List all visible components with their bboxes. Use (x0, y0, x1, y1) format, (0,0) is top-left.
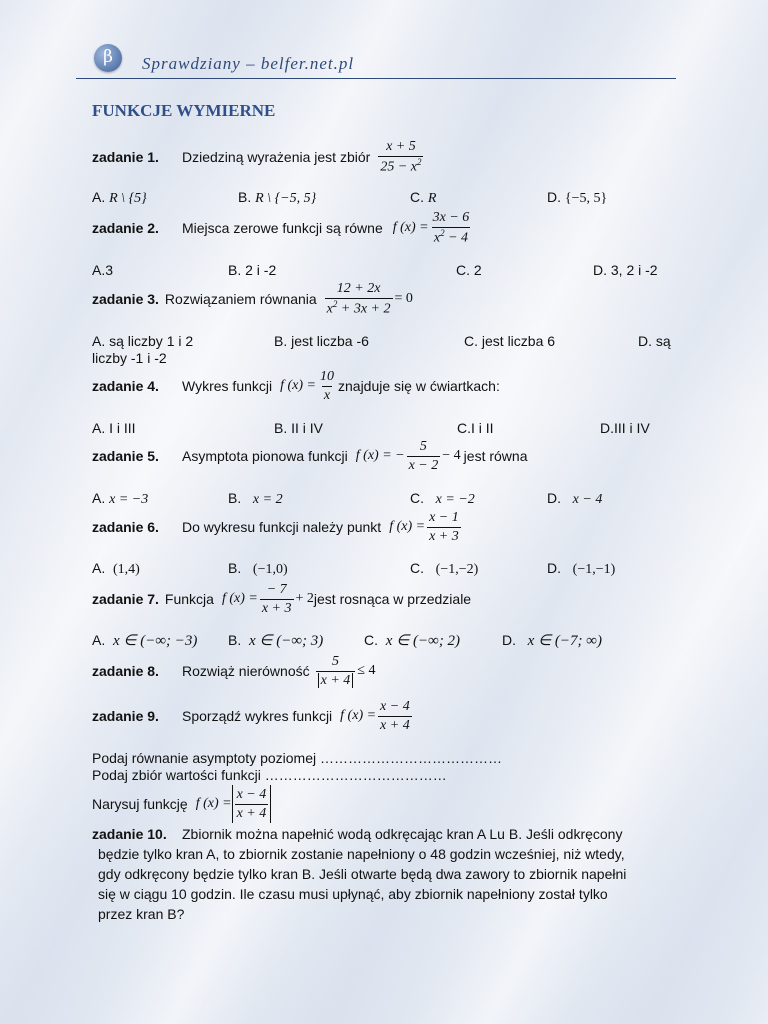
fraction-denominator: x + 3 (261, 600, 292, 616)
function-notation: f (x) = (340, 708, 377, 723)
fraction-denominator: x (323, 387, 331, 403)
task-10-line-4: się w ciągu 10 godzin. Ile czasu musi upłynąć, aby zbiornik napełniony został tylko (98, 886, 608, 902)
answer-a (92, 560, 140, 578)
task-7-fraction (260, 582, 294, 616)
function-notation: f (x) = (221, 591, 258, 606)
fraction-denominator: x − 2 (408, 457, 439, 473)
answer-c (410, 560, 478, 578)
answer-a-letter: A. (92, 189, 106, 205)
answer-d: D. są (638, 333, 671, 349)
task-2-fraction (431, 210, 472, 245)
answer-b: B. II i IV (274, 420, 324, 436)
fraction-denominator (325, 298, 393, 317)
function-notation: f (x) = (389, 519, 426, 534)
answer-c-value: R (427, 191, 437, 206)
answer-a: A.3 (92, 262, 114, 278)
task-4-label: zadanie 4. (92, 378, 159, 394)
site-title: Sprawdziany – belfer.net.pl (142, 54, 355, 73)
answer-b-value: (−1,0) (252, 562, 288, 577)
fraction-numerator: 3x − 6 (432, 210, 470, 226)
answer-a-value: (1,4) (113, 562, 140, 577)
task-8-text: Rozwiąż nierówność (182, 663, 310, 679)
answer-d: D. 3, 2 i -2 (593, 262, 658, 278)
fraction-denominator: x + 4 (380, 717, 410, 733)
fraction-denominator (378, 156, 423, 175)
task-2-answers (92, 262, 672, 280)
task-1-fraction (378, 139, 423, 174)
expression-rest: + 2 (295, 591, 314, 606)
task-9-line-1: Podaj równanie asymptoty poziomej ………………………………… (92, 750, 503, 766)
fraction-numerator: x − 1 (429, 510, 459, 526)
task-9-line-3-text: Narysuj funkcję (92, 796, 188, 812)
task-10-line-3: gdy odkręcony będzie tylko kran B. Jeśli otwarte będą dwa zawory to zbiornik napełni (98, 866, 627, 882)
answer-b-value: x = 2 (252, 492, 283, 507)
answer-d-letter: D. (502, 632, 516, 648)
answer-a-letter: A. (92, 632, 106, 648)
answer-a-value: R \ {5} (109, 191, 147, 206)
answer-d-value: (−1,−1) (572, 562, 616, 577)
task-1-text: Dziedziną wyrażenia jest zbiór (182, 149, 371, 165)
answer-a-value: x ∈ (−∞; −3) (113, 633, 198, 649)
task-6-text: Do wykresu funkcji należy punkt (182, 519, 382, 535)
answer-c (410, 189, 436, 207)
answer-a (92, 490, 148, 508)
denominator-base: x (433, 230, 441, 246)
fraction-numerator: x + 5 (386, 139, 416, 155)
task-9-label: zadanie 9. (92, 708, 159, 724)
fraction-denominator (316, 671, 356, 688)
answer-d (547, 560, 615, 578)
answer-b (228, 560, 288, 578)
answer-a: A. I i III (92, 420, 136, 436)
task-10-line-2: będzie tylko kran A, to zbiornik zostanie napełniony o 48 godzin wcześniej, niż wtedy, (98, 846, 625, 862)
task-5-text-2: jest równa (463, 448, 528, 464)
absolute-value: x + 4 (318, 673, 354, 688)
answer-d-continued: liczby -1 i -2 (92, 350, 167, 366)
answer-c-value: x ∈ (−∞; 2) (385, 633, 461, 649)
logo (94, 44, 122, 72)
answer-d-letter: D. (547, 490, 561, 506)
answer-b-letter: B. (238, 189, 252, 205)
task-1-answers (92, 189, 672, 207)
logo-letter: β (103, 47, 113, 67)
answer-d-letter: D. (547, 560, 561, 576)
denominator-rest: + 3x + 2 (337, 301, 391, 317)
task-4-text: Wykres funkcji (182, 378, 273, 394)
absolute-value (232, 785, 272, 823)
task-3-label: zadanie 3. (92, 291, 159, 307)
fraction-numerator: 5 (331, 654, 339, 670)
header-rule (76, 78, 676, 79)
task-10-text-1: Zbiornik można napełnić wodą odkręcając kran A Lu B. Jeśli odkręcony (182, 826, 623, 842)
answer-d-value: {−5, 5} (564, 191, 608, 206)
answer-d (502, 631, 602, 650)
answer-b-letter: B. (228, 560, 242, 576)
task-5-label: zadanie 5. (92, 448, 159, 464)
task-4-question (92, 366, 500, 406)
task-1-label: zadanie 1. (92, 149, 159, 165)
task-6-fraction (427, 510, 461, 544)
fraction-numerator: x − 4 (380, 699, 410, 715)
answer-a: A. są liczby 1 i 2 (92, 333, 194, 349)
answer-a (92, 189, 147, 207)
answer-c: C. jest liczba 6 (464, 333, 556, 349)
fraction-numerator: − 7 (266, 582, 287, 598)
task-4-text-2: znajduje się w ćwiartkach: (338, 378, 500, 394)
task-2-label: zadanie 2. (92, 220, 159, 236)
answer-d-letter: D. (547, 189, 561, 205)
answer-b: B. 2 i -2 (228, 262, 277, 278)
task-5-question (92, 436, 527, 476)
denominator-base: x (326, 301, 333, 317)
task-2-text: Miejsca zerowe funkcji są równe (182, 220, 383, 236)
answer-c: C. 2 (456, 262, 482, 278)
answer-a (92, 631, 197, 650)
task-2-question (92, 208, 473, 248)
answer-d-value: x ∈ (−7; ∞) (527, 633, 602, 649)
answer-b-letter: B. (228, 490, 242, 506)
task-5-fraction (407, 439, 441, 473)
answer-b (228, 631, 323, 650)
expression-rest: − 4 (442, 448, 461, 463)
answer-a-letter: A. (92, 560, 106, 576)
answer-c-value: (−1,−2) (435, 562, 479, 577)
task-3-question (92, 279, 413, 319)
fraction-numerator: x − 4 (236, 787, 267, 803)
task-6-question (92, 507, 463, 547)
task-7-text-2: jest rosnąca w przedziale (313, 591, 472, 607)
task-10-label: zadanie 10. (92, 826, 167, 842)
answer-d (547, 490, 602, 508)
task-9-text: Sporządź wykres funkcji (182, 708, 333, 724)
task-4-fraction (318, 369, 336, 403)
answer-c (364, 631, 460, 650)
task-6-label: zadanie 6. (92, 519, 159, 535)
answer-c-letter: C. (410, 560, 424, 576)
denominator-base: 25 − x (380, 159, 417, 175)
task-7-text: Funkcja (164, 591, 214, 607)
task-10-line-5: przez kran B? (98, 906, 185, 922)
task-3-text: Rozwiązaniem równania (164, 291, 317, 307)
task-3-answers (92, 333, 672, 369)
denominator-exponent: 2 (332, 298, 338, 309)
answer-c-letter: C. (410, 490, 424, 506)
inequality-rhs: ≤ 4 (357, 663, 376, 678)
answer-d (547, 189, 607, 207)
answer-c: C.I i II (457, 420, 494, 436)
equation-rhs: = 0 (394, 291, 413, 306)
task-9-line-2: Podaj zbiór wartości funkcji ………………………………… (92, 767, 447, 783)
task-6-answers (92, 560, 672, 578)
task-5-answers (92, 490, 672, 508)
task-7-label: zadanie 7. (92, 591, 159, 607)
fraction-numerator: 10 (320, 369, 334, 385)
task-9-abs-fraction (235, 787, 269, 821)
answer-c-letter: C. (364, 632, 378, 648)
denominator-exponent: 2 (440, 227, 445, 238)
fraction-denominator (432, 227, 470, 246)
fraction-numerator: 12 + 2x (336, 281, 381, 297)
answer-a-letter: A. (92, 490, 106, 506)
fraction-denominator: x + 3 (429, 528, 459, 544)
task-10-line-1 (92, 826, 622, 842)
task-9-fraction (378, 699, 412, 733)
answer-b-value: R \ {−5, 5} (255, 191, 317, 206)
answer-b: B. jest liczba -6 (274, 333, 369, 349)
answer-a-value: x = −3 (109, 492, 149, 507)
fraction-numerator: 5 (419, 439, 427, 455)
task-9-line-3 (92, 784, 271, 824)
task-5-text: Asymptota pionowa funkcji (182, 448, 348, 464)
function-notation: f (x) = (392, 220, 429, 235)
answer-c (410, 490, 475, 508)
function-notation: f (x) = (195, 796, 232, 811)
task-7-answers (92, 631, 672, 651)
function-notation: f (x) = (280, 378, 316, 393)
answer-b (228, 490, 283, 508)
task-3-fraction (325, 281, 393, 316)
answer-b-value: x ∈ (−∞; 3) (249, 633, 324, 649)
task-9-question (92, 696, 414, 736)
task-7-question (92, 579, 471, 619)
answer-d: D.III i IV (600, 420, 650, 436)
task-8-label: zadanie 8. (92, 663, 159, 679)
answer-b-letter: B. (228, 632, 242, 648)
answer-b (238, 189, 316, 207)
task-1-question (92, 138, 425, 176)
answer-c-value: x = −2 (435, 492, 475, 507)
page-title: FUNKCJE WYMIERNE (92, 101, 276, 120)
task-8-question (92, 650, 375, 692)
function-notation: f (x) = − (355, 448, 405, 463)
denominator-exponent: 2 (416, 156, 422, 167)
answer-d-value: x − 4 (572, 492, 603, 507)
task-8-fraction (316, 654, 356, 688)
fraction-denominator: x + 4 (236, 805, 267, 821)
answer-c-letter: C. (410, 189, 424, 205)
denominator-rest: − 4 (444, 230, 469, 246)
